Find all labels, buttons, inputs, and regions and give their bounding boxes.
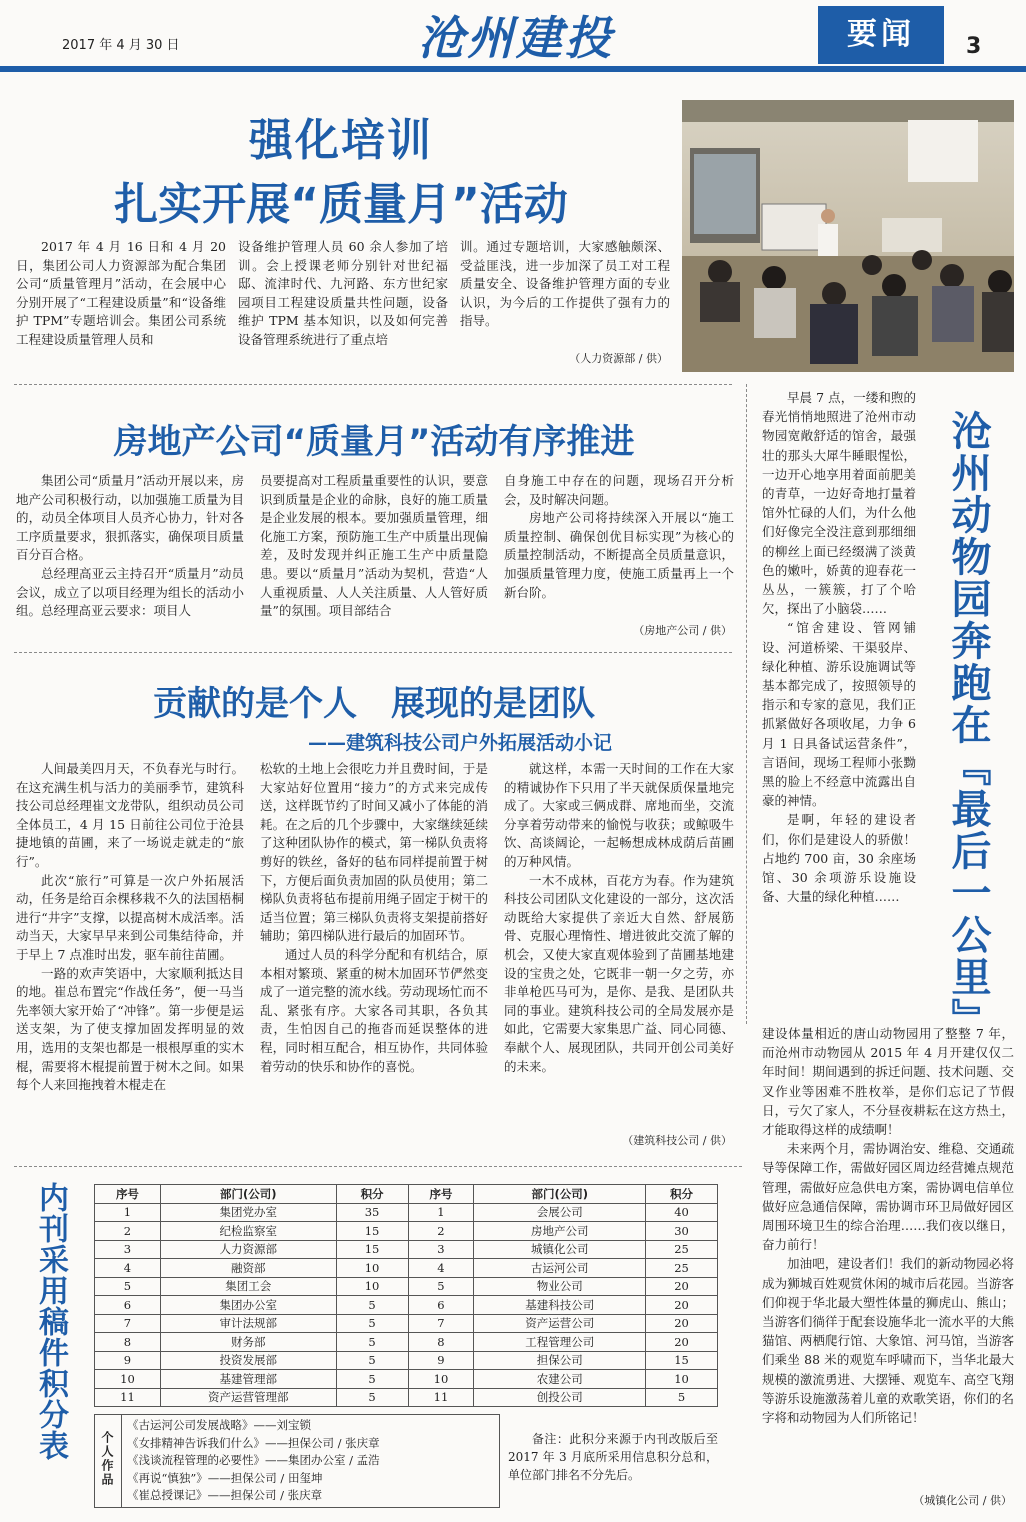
article4-upper [762, 388, 916, 906]
company-score-cell: 10 [646, 1370, 718, 1389]
table-row [95, 1203, 718, 1222]
training-photo [682, 100, 1014, 372]
group-dept-cell: 人力资源部 [160, 1240, 336, 1259]
table-row [95, 1370, 718, 1389]
group-dept-cell: 纪检监察室 [160, 1222, 336, 1241]
article3-col1 [16, 760, 244, 1095]
group-no-cell: 6 [95, 1296, 161, 1315]
article2-credit: （房地产公司 / 供） [633, 624, 732, 637]
scores-note-text: 备注：此积分来源于内刊改版后至 2017 年 3 月底所采用信息积分总和，单位部门排名不分先后。 [508, 1432, 718, 1482]
company-score-cell: 15 [646, 1351, 718, 1370]
group-no-cell: 9 [95, 1351, 161, 1370]
company-dept-cell: 担保公司 [474, 1351, 646, 1370]
article4-lower [762, 1024, 1014, 1427]
group-dept-cell: 资产运营管理部 [160, 1388, 336, 1407]
article2-col1-p1: 集团公司“质量月”活动开展以来，房地产公司积极行动，以加强施工质量为目的，动员全体项目人员齐心协力，针对各工序质量要求，狠抓落实，确保项目质量百分百合格。 [16, 473, 244, 563]
personal-work-item: 《女排精神告诉我们什么》——担保公司 / 张庆章 [127, 1435, 380, 1450]
group-no-cell: 4 [95, 1259, 161, 1278]
section-badge [818, 6, 944, 64]
group-dept-cell: 审计法规部 [160, 1314, 336, 1333]
article4-p2: “馆舍建设、管网铺设、河道桥梁、干渠驳岸、绿化种植、游乐设施调试等基本都完成了，按照领导的指示和专家的意见，我们正抓紧做好各项收尾，力争 6 月 1 日具备试运营条件”，言语间，现场工程师小张黝黑的脸上不经意中流露出自豪的神情。 [762, 620, 916, 809]
article2-col3-p1: 自身施工中存在的问题，现场召开分析会，及时解决问题。 [504, 473, 734, 507]
article1-col1-text: 2017 年 4 月 16 日和 4 月 20 日，集团公司人力资源部为配合集团公司“质量管理月”活动，在会展中心分别开展了“工程建设质量”和“设备维护 TPM”专题培训会。集团公司系统工程建设质量管理人员和 [16, 239, 226, 347]
scores-note [508, 1430, 718, 1484]
article3-col3-p2: 一木不成林，百花方为春。作为建筑科技公司团队文化建设的一部分，这次活动既给大家提供了亲近大自然、舒展筋骨、克服心理惰性、增进彼此交流了解的机会，又使大家直观体验到了苗圃基地建设的宝贵之处，它既非一朝一夕之劳，亦非单枪匹马可为，是你、是我、是团队共同的事业。建筑科技公司的全局发展亦是如此，它需要大家集思广益、同心同德、奉献个人、展现团队，共同开创公司美好的未来。 [504, 872, 734, 1074]
group-dept-cell: 集团党办室 [160, 1203, 336, 1222]
article4-p3b: 建设体量相近的唐山动物园用了整整 7 年，而沧州市动物园从 2015 年 4 月开建仅仅二年时间！期间遇到的拆迁问题、技术问题、交叉作业等困难不胜枚举，是你们忘记了节假日，亏欠了家人，不分昼夜耕耘在这方热土，才能取得这样的成绩啊！ [762, 1026, 1014, 1138]
company-no-cell: 6 [408, 1296, 474, 1315]
article4-p1: 早晨 7 点，一缕和煦的春光悄悄地照进了沧州市动物园宽敞舒适的馆舍，最强壮的那头大犀牛睡眼惺忪，一边开心地享用着面前肥美的青草，一边好奇地打量着馆外忙碌的人们，为什么他们好像完全没注意到那细细的柳丝上面已经缀满了淡黄色的嫩叶，娇黄的迎春花一丛丛，一簇簇，打了个哈欠，探出了小脑袋…… [762, 390, 916, 617]
article3-col2-p1: 松软的土地上会很吃力并且费时间，于是大家站好位置用“接力”的方式来完成传送，这样既节约了时间又减小了体能的消耗。在之后的几个步骤中，大家继续延续了这种团队协作的模式，第一梯队负责将剪好的铁丝，备好的毡布同样提前置于树下，方便后面负责加固的队员使用；第二梯队负责将毡布提前用绳子固定于树干的适当位置；第三梯队负责将支架提前搭好辅助；第四梯队进行最后的加固环节。 [260, 761, 488, 944]
table-row [95, 1296, 718, 1315]
group-dept-cell: 财务部 [160, 1333, 336, 1352]
personal-work-item: 《崔总授课记》——担保公司 / 张庆章 [127, 1488, 323, 1502]
company-no-cell: 7 [408, 1314, 474, 1333]
divider-2 [14, 652, 732, 653]
article4-title: 沧州动物园奔跑在『最后一公里』 [945, 410, 991, 1040]
group-no-cell: 11 [95, 1388, 161, 1407]
group-dept-cell: 融资部 [160, 1259, 336, 1278]
company-no-cell: 8 [408, 1333, 474, 1352]
group-no-cell: 3 [95, 1240, 161, 1259]
article3-col2-p2: 通过人员的科学分配和有机结合，原本相对繁琐、紧重的树木加固环节俨然变成了一道完整的流水线。劳动现场忙而不乱、紧张有序。大家各司其职，各负其责，生怕因自己的拖沓而延误整体的进程，同时相互配合，相互协作，共同体验着劳动的快乐和协作的喜悦。 [260, 946, 488, 1074]
article3-credit: （建筑科技公司 / 供） [622, 1134, 732, 1147]
score-table-body [95, 1203, 718, 1407]
header-score-2: 积分 [646, 1185, 718, 1204]
header-score-1: 积分 [336, 1185, 408, 1204]
personal-works-box [94, 1414, 500, 1508]
company-dept-cell: 资产运营公司 [474, 1314, 646, 1333]
group-score-cell: 5 [336, 1333, 408, 1352]
scores-title: 内刊采用稿件积分表 [33, 1182, 68, 1461]
company-no-cell: 4 [408, 1259, 474, 1278]
header-dept-2: 部门(公司) [474, 1185, 646, 1204]
company-score-cell: 30 [646, 1222, 718, 1241]
company-dept-cell: 房地产公司 [474, 1222, 646, 1241]
company-no-cell: 5 [408, 1277, 474, 1296]
article2-col3-p2: 房地产公司将持续深入开展以“施工质量控制、确保创优目标实现”为核心的质量控制活动，不断提高全员质量意识，加强质量管理力度，使施工质量再上一个新台阶。 [504, 510, 734, 600]
group-dept-cell: 基建管理部 [160, 1370, 336, 1389]
group-score-cell: 5 [336, 1351, 408, 1370]
personal-works-list [127, 1417, 493, 1505]
article2-col3 [504, 472, 734, 602]
article1-col3-text: 训。通过专题培训，大家感触颇深、受益匪浅，进一步加深了员工对工程质量安全、设备维护管理方面的专业认识，为今后的工作提供了强有力的指导。 [460, 239, 670, 329]
company-score-cell: 5 [646, 1388, 718, 1407]
article2-col2 [260, 472, 488, 621]
article1-title-line2: 扎实开展“质量月”活动 [114, 179, 568, 230]
table-row [95, 1277, 718, 1296]
article3-col2 [260, 760, 488, 1076]
issue-date: 2017 年 4 月 30 日 [62, 38, 180, 53]
group-score-cell: 5 [336, 1296, 408, 1315]
personal-works-divider [121, 1415, 122, 1507]
personal-works-label: 个人作品 [100, 1431, 114, 1487]
group-no-cell: 1 [95, 1203, 161, 1222]
group-dept-cell: 集团工会 [160, 1277, 336, 1296]
group-score-cell: 35 [336, 1203, 408, 1222]
article2-col1-p2: 总经理高亚云主持召开“质量月”动员会议，成立了以项目经理为组长的活动小组。总经理高亚云要求：项目人 [16, 565, 244, 619]
personal-work-item: 《浅谈流程管理的必要性》——集团办公室 / 孟浩 [127, 1453, 380, 1467]
company-score-cell: 20 [646, 1277, 718, 1296]
company-no-cell: 11 [408, 1388, 474, 1407]
company-dept-cell: 城镇化公司 [474, 1240, 646, 1259]
article1-title-line1: 强化培训 [249, 115, 433, 166]
article4-p5: 加油吧，建设者们！我们的新动物园必将成为狮城百姓观赏休闲的城市后花园。当游客们仰视于华北最大塑性体量的狮虎山、熊山；当游客们徜徉于配套设施华北一流水平的大熊猫馆、两栖爬行馆、大象馆、河马馆，当游客们乘坐 88 米的观览车呼啸而下，当华北最大规模的激流勇进、大摆锤、观览车、高空飞翔等游乐设施激荡着儿童的欢歌笑语，你们的名字将和动物园为人们所铭记！ [762, 1256, 1014, 1426]
group-score-cell: 5 [336, 1314, 408, 1333]
article3-col1-p2: 此次“旅行”可算是一次户外拓展活动，任务是给百余棵移栽不久的法国梧桐进行“井字”支撑，以提高树木成活率。活动当天，大家早早来到公司集结待命，并于早上 7 点准时出发，驱车前往苗圃。 [16, 872, 244, 962]
article1-col3 [460, 238, 670, 331]
company-no-cell: 9 [408, 1351, 474, 1370]
group-no-cell: 8 [95, 1333, 161, 1352]
company-dept-cell: 农建公司 [474, 1370, 646, 1389]
article3-col3-p1: 就这样，本需一天时间的工作在大家的精诚协作下只用了半天就保质保量地完成了。大家或三俩成群、席地而坐，交流分享着劳动带来的愉悦与收获；或鲸吸牛饮、高谈阔论，一起畅想成林成荫后苗圃的万种风情。 [504, 761, 734, 869]
company-dept-cell: 基建科技公司 [474, 1296, 646, 1315]
sidebar-divider [746, 384, 747, 1024]
company-dept-cell: 会展公司 [474, 1203, 646, 1222]
group-score-cell: 10 [336, 1277, 408, 1296]
group-dept-cell: 集团办公室 [160, 1296, 336, 1315]
group-no-cell: 10 [95, 1370, 161, 1389]
article2-title: 房地产公司“质量月”活动有序推进 [113, 422, 635, 462]
company-dept-cell: 工程管理公司 [474, 1333, 646, 1352]
group-no-cell: 2 [95, 1222, 161, 1241]
group-score-cell: 5 [336, 1388, 408, 1407]
company-no-cell: 10 [408, 1370, 474, 1389]
article2-col2-text: 员要提高对工程质量重要性的认识，要意识到质量是企业的命脉，良好的施工质量是企业发展的根本。要加强质量管理，细化施工方案，预防施工生产中质量出现偏差，及时发现并纠正施工生产中质量隐患。要以“质量月”活动为契机，营造“人人重视质量、人人关注质量、人人管好质量”的氛围。项目部结合 [260, 473, 488, 619]
group-no-cell: 5 [95, 1277, 161, 1296]
article3-col3 [504, 760, 734, 1076]
paper-name: 沧州建投 [418, 11, 614, 65]
table-row [95, 1222, 718, 1241]
group-score-cell: 5 [336, 1370, 408, 1389]
group-score-cell: 15 [336, 1240, 408, 1259]
score-table [94, 1184, 718, 1407]
company-score-cell: 40 [646, 1203, 718, 1222]
company-no-cell: 3 [408, 1240, 474, 1259]
article1-col2-text: 设备维护管理人员 60 余人参加了培训。会上授课老师分别针对世纪福邸、流津时代、九河路、东方世纪家园项目工程建设质量共性问题，设备维护 TPM 基本知识，以及如何完善设备管理系统进行了重点培 [238, 239, 448, 347]
company-dept-cell: 创投公司 [474, 1388, 646, 1407]
header-dept-1: 部门(公司) [160, 1185, 336, 1204]
company-score-cell: 20 [646, 1314, 718, 1333]
article1-col2 [238, 238, 448, 350]
personal-work-item: 《古运河公司发展战略》——刘宝锁 [127, 1418, 311, 1432]
table-row [95, 1351, 718, 1370]
article3-subtitle: ——建筑科技公司户外拓展活动小记 [307, 732, 612, 754]
table-row [95, 1388, 718, 1407]
company-score-cell: 25 [646, 1259, 718, 1278]
group-score-cell: 10 [336, 1259, 408, 1278]
section-label: 要闻 [847, 17, 915, 52]
divider-1 [14, 384, 732, 385]
group-dept-cell: 投资发展部 [160, 1351, 336, 1370]
company-score-cell: 20 [646, 1333, 718, 1352]
table-row [95, 1314, 718, 1333]
article4-p3a: 是啊，年轻的建设者们，你们是建设人的骄傲！占地约 700 亩，30 余座场馆、30 余项游乐设施设备、大量的绿化种植…… [762, 812, 916, 905]
table-row [95, 1259, 718, 1278]
header-no-1: 序号 [95, 1185, 161, 1204]
company-no-cell: 2 [408, 1222, 474, 1241]
company-dept-cell: 古运河公司 [474, 1259, 646, 1278]
score-table-header [95, 1185, 718, 1204]
article3-title: 贡献的是个人 展现的是团队 [153, 684, 595, 724]
article4-credit: （城镇化公司 / 供） [913, 1494, 1012, 1507]
company-score-cell: 20 [646, 1296, 718, 1315]
company-no-cell: 1 [408, 1203, 474, 1222]
group-no-cell: 7 [95, 1314, 161, 1333]
article2-col1 [16, 472, 244, 621]
article3-col1-p1: 人间最美四月天，不负春光与时行。在这充满生机与活力的美丽季节，建筑科技公司总经理崔文龙带队，组织动员公司全体员工，4 月 15 日前往公司位于沧县捷地镇的苗圃，来了一场说走就走的“旅行”。 [16, 761, 244, 869]
group-score-cell: 15 [336, 1222, 408, 1241]
divider-3 [14, 1166, 742, 1167]
article4-p4: 未来两个月，需协调治安、维稳、交通疏导等保障工作，需做好园区周边经营摊点规范管理，需做好应急供电方案，需协调电信单位做好应急通信保障，需协调市环卫局做好园区周围环境卫生的综合治理……我们夜以继日，奋力前行！ [762, 1141, 1014, 1253]
masthead-rule [0, 66, 1026, 72]
table-row [95, 1240, 718, 1259]
personal-work-item: 《再说“慎独”》——担保公司 / 田玺坤 [127, 1470, 323, 1485]
page-number: 3 [966, 34, 982, 59]
header-no-2: 序号 [408, 1185, 474, 1204]
table-row [95, 1333, 718, 1352]
article1-credit: （人力资源部 / 供） [569, 352, 668, 365]
article3-col1-p3: 一路的欢声笑语中，大家顺利抵达目的地。崔总布置完“作战任务”，便一马当先率领大家开始了“冲锋”。第一步便是运送支架，为了使支撑加固发挥明显的效用，选用的支架也都是一根根厚重的实木棍，需要将木棍提前置于树木之间。如果每个人来回拖拽着木棍走在 [16, 965, 244, 1093]
company-dept-cell: 物业公司 [474, 1277, 646, 1296]
article1-col1 [16, 238, 226, 350]
company-score-cell: 25 [646, 1240, 718, 1259]
